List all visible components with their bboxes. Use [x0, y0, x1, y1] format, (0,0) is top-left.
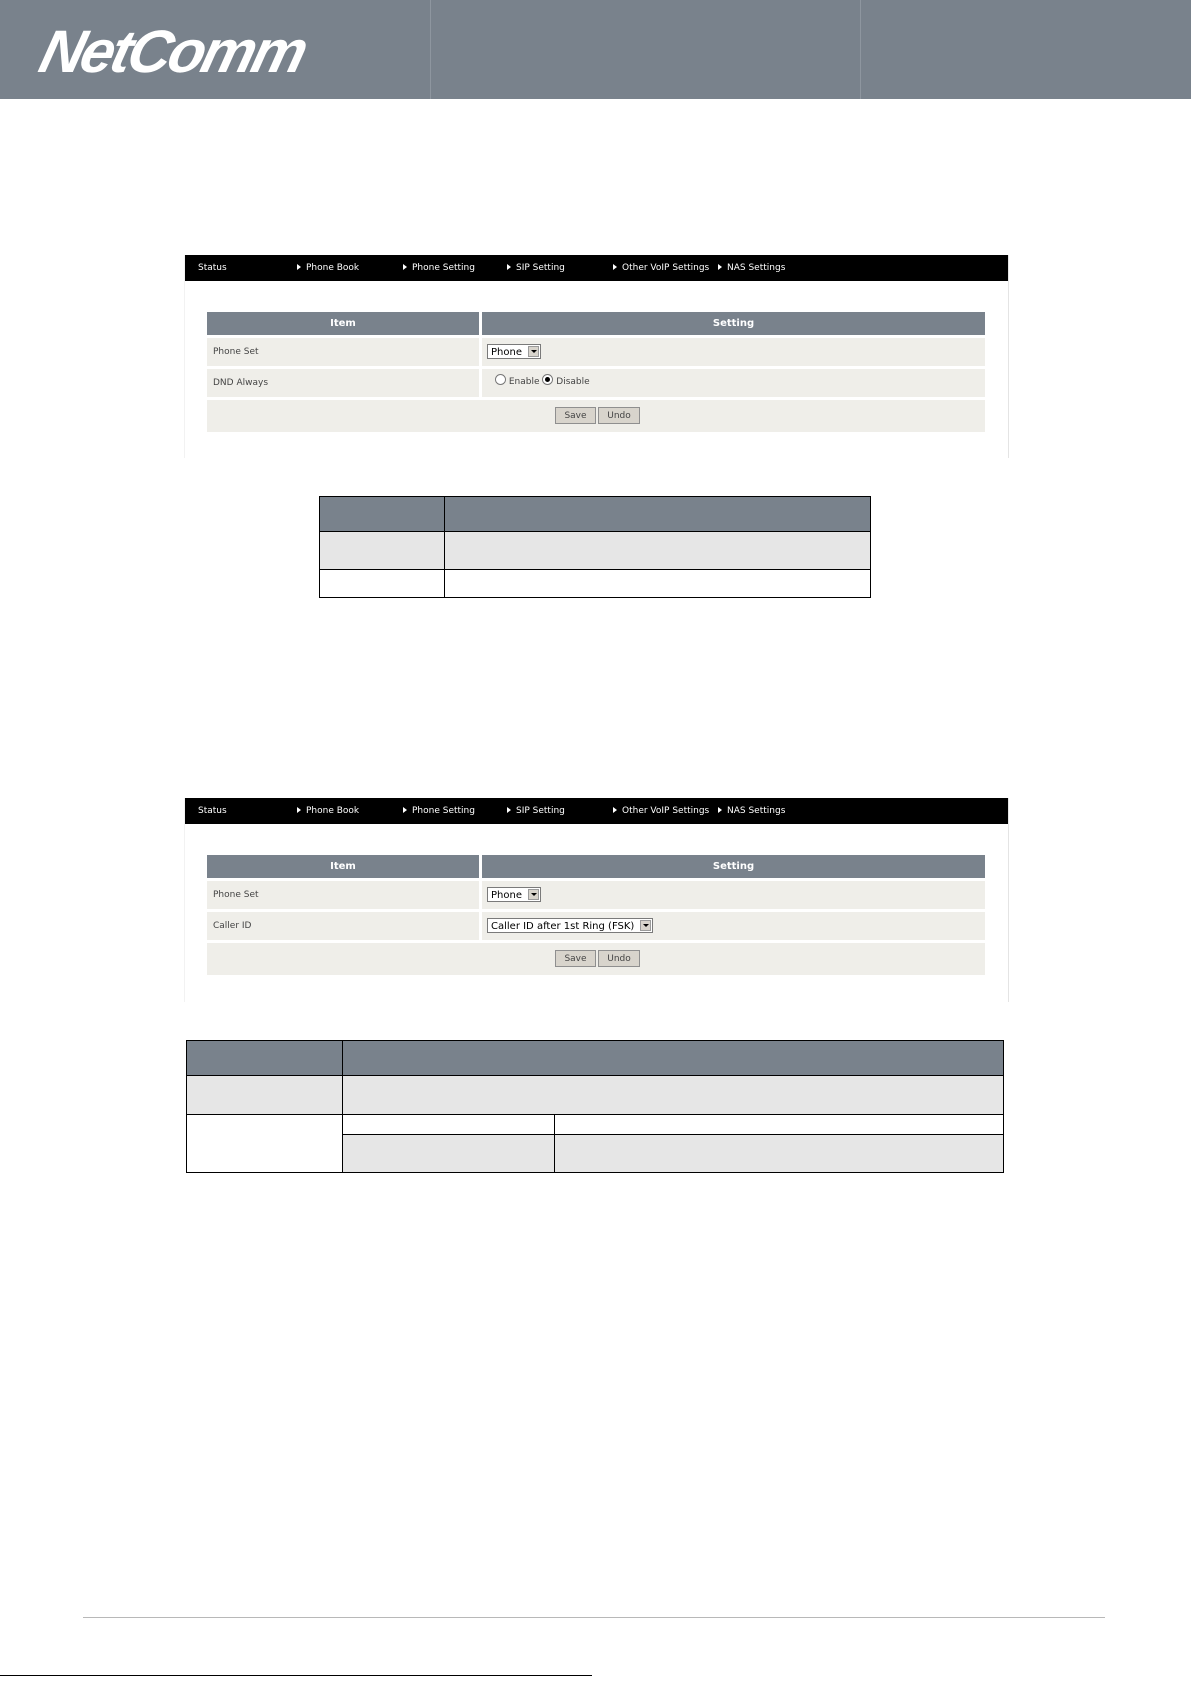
save-button[interactable]: Save: [555, 950, 596, 967]
phone-set-select[interactable]: [487, 887, 541, 902]
nav-item-nas-settings[interactable]: NAS Settings: [718, 255, 785, 281]
setting-label: Caller ID: [213, 921, 252, 931]
column-header-item: Item: [330, 318, 356, 329]
nav-item-phone-book[interactable]: Phone Book: [297, 255, 359, 281]
column-header-setting: Setting: [712, 318, 755, 329]
page-header: [0, 0, 1191, 99]
table-header-cell: [343, 1041, 1004, 1076]
svg-text:NetComm: NetComm: [33, 17, 313, 85]
arrow-right-icon: [613, 807, 617, 813]
nav-bar: [185, 255, 1008, 281]
select-value: Phone: [491, 890, 522, 901]
nav-item-phone-setting[interactable]: Phone Setting: [403, 255, 475, 281]
nav-item-phone-setting[interactable]: Phone Setting: [403, 798, 475, 824]
undo-button[interactable]: Undo: [598, 407, 640, 424]
nav-item-status[interactable]: Status: [198, 263, 227, 273]
nav-item-other-voip-settings[interactable]: Other VoIP Settings: [613, 255, 709, 281]
table-cell: [445, 532, 871, 570]
footnote-divider: [0, 1675, 592, 1676]
arrow-right-icon: [403, 807, 407, 813]
header-divider: [430, 0, 431, 99]
arrow-right-icon: [718, 807, 722, 813]
table-cell: [555, 1115, 1004, 1135]
setting-row-caller-id: [207, 912, 985, 940]
table-header-cell: [445, 497, 871, 532]
dnd-enable-radio[interactable]: [495, 374, 506, 385]
table-cell: [320, 532, 445, 570]
settings-panel-caller-id: [184, 798, 1009, 1002]
table-cell: [343, 1076, 1004, 1115]
setting-label: Phone Set: [213, 890, 259, 900]
nav-item-status[interactable]: Status: [198, 806, 227, 816]
grid-header: [207, 855, 985, 878]
description-table: [319, 496, 871, 598]
undo-button[interactable]: Undo: [598, 950, 640, 967]
save-button[interactable]: Save: [555, 407, 596, 424]
nav-item-sip-setting[interactable]: SIP Setting: [507, 255, 565, 281]
nav-item-other-voip-settings[interactable]: Other VoIP Settings: [613, 798, 709, 824]
table-cell: [320, 570, 445, 598]
table-cell: [343, 1115, 555, 1135]
table-cell: [343, 1135, 555, 1173]
dnd-disable-radio[interactable]: [542, 374, 553, 385]
table-header-cell: [320, 497, 445, 532]
netcomm-logo: [33, 17, 313, 85]
column-header-setting: Setting: [712, 861, 755, 872]
select-value: Caller ID after 1st Ring (FSK): [491, 921, 635, 932]
arrow-right-icon: [507, 807, 511, 813]
arrow-right-icon: [718, 264, 722, 270]
button-row: [207, 400, 985, 432]
caller-id-select[interactable]: [487, 918, 653, 933]
table-cell: [555, 1135, 1004, 1173]
setting-row-phone-set: [207, 881, 985, 909]
nav-bar: [185, 798, 1008, 824]
table-header-cell: [187, 1041, 343, 1076]
grid-header: [207, 312, 985, 335]
nav-item-phone-book[interactable]: Phone Book: [297, 798, 359, 824]
arrow-right-icon: [507, 264, 511, 270]
arrow-right-icon: [403, 264, 407, 270]
nav-item-sip-setting[interactable]: SIP Setting: [507, 798, 565, 824]
column-header-item: Item: [330, 861, 356, 872]
dropdown-arrow-icon: [528, 346, 539, 357]
settings-panel-dnd: [184, 255, 1009, 458]
table-cell: [445, 570, 871, 598]
table-cell: [187, 1076, 343, 1115]
description-table: [186, 1040, 1004, 1173]
setting-label: DND Always: [213, 378, 269, 388]
button-row: [207, 943, 985, 975]
radio-label: Disable: [556, 377, 590, 387]
select-value: Phone: [491, 347, 522, 358]
dropdown-arrow-icon: [528, 889, 539, 900]
arrow-right-icon: [613, 264, 617, 270]
dropdown-arrow-icon: [640, 920, 651, 931]
dnd-radio-group: [495, 376, 590, 387]
setting-row-phone-set: [207, 338, 985, 366]
footer-divider: [83, 1617, 1105, 1618]
header-divider: [860, 0, 861, 99]
nav-item-nas-settings[interactable]: NAS Settings: [718, 798, 785, 824]
arrow-right-icon: [297, 807, 301, 813]
table-cell: [187, 1115, 343, 1173]
setting-row-dnd-always: [207, 369, 985, 397]
phone-set-select[interactable]: [487, 344, 541, 359]
setting-label: Phone Set: [213, 347, 259, 357]
arrow-right-icon: [297, 264, 301, 270]
radio-label: Enable: [508, 377, 540, 387]
